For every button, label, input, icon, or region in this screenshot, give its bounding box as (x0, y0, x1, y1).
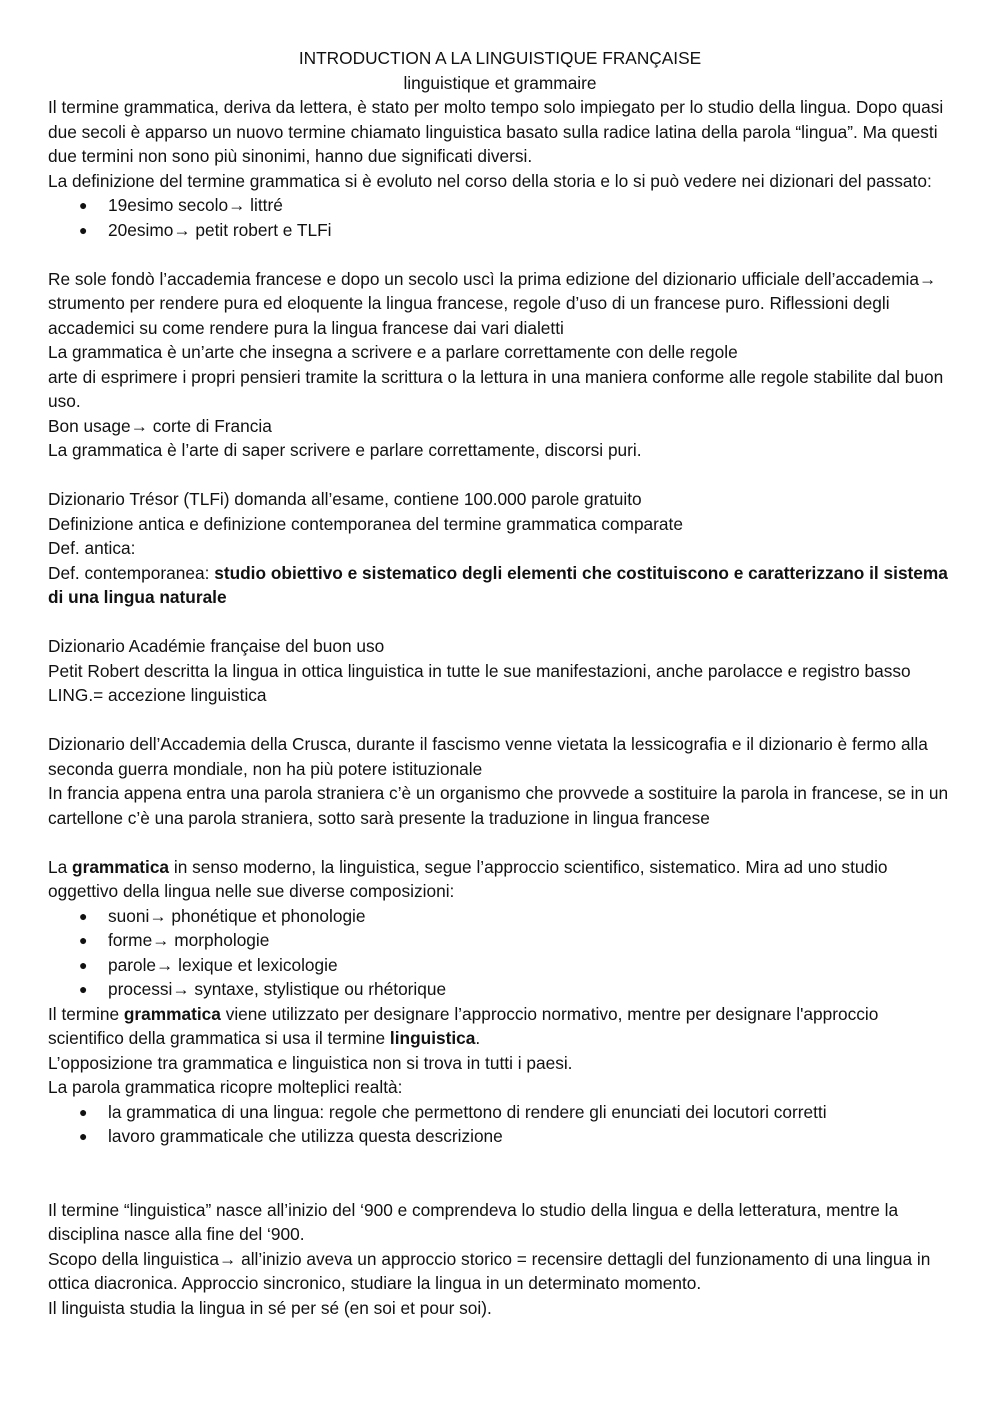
paragraph: La definizione del termine grammatica si è evoluto nel corso della storia e lo si può vedere nei dizionari del passato: (48, 170, 932, 191)
bullet-icon: ● (79, 221, 88, 238)
paragraph: Petit Robert descritta la lingua in ottica linguistica in tutte le sue manifestazioni, anche parolacce e registro basso (48, 660, 911, 681)
paragraph: Bon usage→ corte di Francia (48, 415, 272, 436)
bullet-icon: ● (79, 1128, 88, 1144)
bullet-icon: ● (79, 956, 88, 973)
paragraph: Il termine “linguistica” nasce all’inizio del ‘900 e comprendeva lo studio della lingua e della letteratura, mentre la disciplina nasce alla fine del ‘900. (48, 1199, 903, 1244)
document-title: INTRODUCTION A LA LINGUISTIQUE FRANÇAISE (298, 48, 702, 68)
paragraph: Dizionario dell’Accademia della Crusca, durante il fascismo venne vietata la lessicografia e il dizionario è fermo alla seconda guerra mondiale, non ha più potere istituzionale (48, 734, 933, 779)
spacer (48, 242, 953, 267)
list-item (48, 953, 953, 978)
paragraph: LING.= accezione linguistica (48, 685, 267, 705)
paragraph: Dizionario Académie française del buon uso (48, 636, 385, 656)
list-item (48, 1124, 953, 1149)
text-run: . (475, 1028, 481, 1048)
bullet-icon: ● (79, 907, 88, 924)
paragraph: Il termine grammatica, deriva da lettera, è stato per molto tempo solo impiegato per lo studio della lingua. Dopo quasi due secoli è apparso un nuovo termine chiamato linguistica basato sulla radice latina della parola “lingua”. Ma questi due termini non sono più sinonimi, hanno due significati diversi. (48, 97, 949, 166)
bullet-icon: ● (79, 932, 88, 948)
paragraph: Scopo della linguistica→ all’inizio aveva un approccio storico = recensire dettagli del funzionamento di una lingua in ottica diacronica. Approccio sincronico, studiare la lingua in un determinato momento. (48, 1248, 936, 1293)
spacer (48, 463, 953, 488)
paragraph: La parola grammatica ricopre molteplici realtà: (48, 1077, 403, 1097)
bullet-list (48, 1100, 953, 1149)
list-item (48, 977, 953, 1002)
list-item (48, 193, 953, 218)
text-run: Il termine (48, 1003, 124, 1024)
paragraph: La grammatica è l’arte di saper scrivere e parlare correttamente, discorsi puri. (48, 440, 642, 460)
list-item-text: forme→ morphologie (108, 930, 270, 950)
list-item-text: processi→ syntaxe, stylistique ou rhétorique (108, 979, 447, 999)
paragraph: Definizione antica e definizione contemporanea del termine grammatica comparate (48, 513, 683, 534)
text-run: in senso moderno, la linguistica, segue l’approccio scientifico, sistematico. Mira ad uno studio oggettivo della lingua nelle sue diverse composizioni: (48, 856, 893, 901)
document-header (0, 46, 1000, 95)
list-item-text: parole→ lexique et lexicologie (108, 954, 338, 975)
bullet-icon: ● (79, 1103, 88, 1120)
text-run: viene utilizzato per designare l’approccio normativo, mentre per designare l'approccio scientifico della grammatica si usa il termine (48, 1003, 884, 1048)
definition-label: Def. contemporanea: (48, 562, 215, 583)
definition-bold: studio obiettivo e sistematico degli elementi che costituiscono e caratterizzano il sistema di una lingua naturale (48, 562, 953, 607)
bold-term: grammatica (72, 856, 170, 877)
spacer (48, 830, 953, 855)
bold-term: grammatica (123, 1003, 221, 1024)
list-item-text: 20esimo→ petit robert e TLFi (108, 219, 332, 240)
paragraph: Dizionario Trésor (TLFi) domanda all’esame, contiene 100.000 parole gratuito (48, 489, 642, 509)
text-run: La (48, 856, 73, 877)
bullet-list (48, 904, 953, 1002)
paragraph: La grammatica è un’arte che insegna a scrivere e a parlare correttamente con delle regole (48, 342, 738, 362)
bold-term: linguistica (389, 1028, 476, 1048)
bullet-icon: ● (79, 981, 88, 997)
bullet-icon: ● (79, 197, 88, 213)
list-item (48, 1100, 953, 1125)
document-body (48, 95, 953, 1320)
paragraph: arte di esprimere i propri pensieri tramite la scrittura o la lettura in una maniera conforme alle regole stabilite dal buon uso. (48, 366, 949, 411)
paragraph: Re sole fondò l’accademia francese e dopo un secolo uscì la prima edizione del dizionario ufficiale dell’accademia→ strumento per rendere pura ed eloquente la lingua francese, regole d’uso di un francese puro. Riflessioni degli accademici su come rendere pura la lingua francese dai vari dialetti (48, 268, 942, 338)
spacer (48, 610, 953, 635)
spacer (48, 1149, 953, 1198)
paragraph (48, 1002, 953, 1051)
paragraph: Def. antica: (48, 538, 136, 558)
list-item (48, 904, 953, 929)
list-item-text: la grammatica di una lingua: regole che permettono di rendere gli enunciati dei locutori corretti (108, 1101, 827, 1122)
paragraph: Il linguista studia la lingua in sé per sé (en soi et pour soi). (48, 1297, 492, 1318)
paragraph: L’opposizione tra grammatica e linguistica non si trova in tutti i paesi. (48, 1052, 573, 1073)
list-item-text: 19esimo secolo→ littré (108, 195, 283, 215)
list-item-text: lavoro grammaticale che utilizza questa descrizione (108, 1126, 503, 1146)
list-item (48, 218, 953, 243)
paragraph (48, 561, 953, 610)
paragraph (48, 855, 953, 904)
list-item (48, 928, 953, 953)
spacer (48, 708, 953, 733)
paragraph: In francia appena entra una parola straniera c’è un organismo che provvede a sostituire la parola in francese, se in un cartellone c’è una parola straniera, sotto sarà presente la traduzione in lingua francese (48, 783, 953, 828)
bullet-list (48, 193, 953, 242)
document-subtitle: linguistique et grammaire (403, 72, 597, 93)
list-item-text: suoni→ phonétique et phonologie (108, 905, 366, 926)
